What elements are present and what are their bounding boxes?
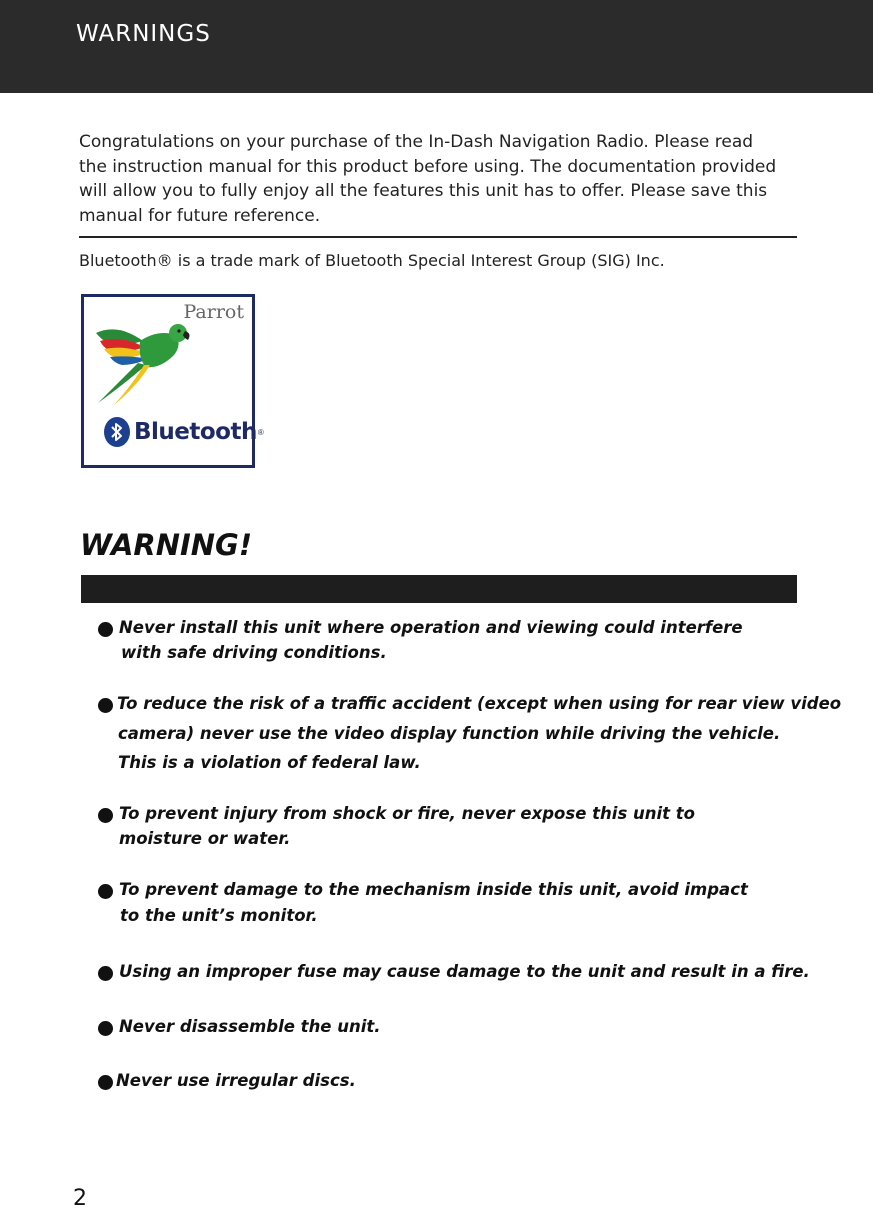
intro-line: the instruction manual for this product before using. The documentation provided — [79, 156, 777, 177]
bullet-dot-icon — [98, 966, 113, 981]
intro-line: manual for future reference. — [79, 205, 321, 226]
warning-line: To prevent injury from shock or fire, never expose this unit to — [119, 804, 696, 823]
bullet-dot-icon — [98, 1021, 113, 1036]
parrot-brand-text: Parrot — [183, 301, 244, 323]
warning-line: To reduce the risk of a traffic accident (except when using for rear view video — [117, 694, 842, 713]
bullet-dot-icon — [98, 884, 113, 899]
warning-bar — [81, 575, 797, 603]
warning-line: Never install this unit where operation and viewing could interfere — [119, 618, 743, 637]
header-bar — [0, 0, 873, 93]
warning-line: Using an improper fuse may cause damage to the unit and result in a fire. — [119, 962, 810, 981]
trademark-notice: Bluetooth® is a trade mark of Bluetooth Special Interest Group (SIG) Inc. — [79, 251, 665, 270]
bluetooth-wordmark: Bluetooth — [134, 419, 257, 445]
registered-mark: ® — [257, 427, 264, 437]
bullet-dot-icon — [98, 698, 113, 713]
warning-heading: WARNING! — [80, 528, 253, 562]
bullet-dot-icon — [98, 808, 113, 823]
warning-line: Never use irregular discs. — [116, 1071, 356, 1090]
bullet-dot-icon — [98, 1075, 113, 1090]
section-divider — [79, 236, 797, 238]
page-title: WARNINGS — [76, 21, 211, 47]
warning-line: To prevent damage to the mechanism inside this unit, avoid impact — [119, 880, 748, 899]
page-number: 2 — [73, 1186, 87, 1211]
bluetooth-logo-row — [104, 415, 264, 449]
warning-line: This is a violation of federal law. — [118, 753, 421, 772]
bullet-dot-icon — [98, 622, 113, 637]
intro-paragraph — [79, 130, 799, 228]
warning-line: with safe driving conditions. — [121, 643, 387, 662]
warning-line: to the unit’s monitor. — [120, 906, 318, 925]
warning-line: camera) never use the video display function while driving the vehicle. — [118, 724, 781, 743]
parrot-bluetooth-logo — [81, 294, 264, 468]
warning-line: moisture or water. — [119, 829, 291, 848]
bluetooth-icon — [104, 417, 130, 447]
intro-line: will allow you to fully enjoy all the features this unit has to offer. Please save this — [79, 181, 768, 201]
intro-line: Congratulations on your purchase of the In-Dash Navigation Radio. Please read — [79, 132, 754, 152]
parrot-bird-icon — [88, 311, 198, 406]
warning-line: Never disassemble the unit. — [119, 1017, 381, 1036]
